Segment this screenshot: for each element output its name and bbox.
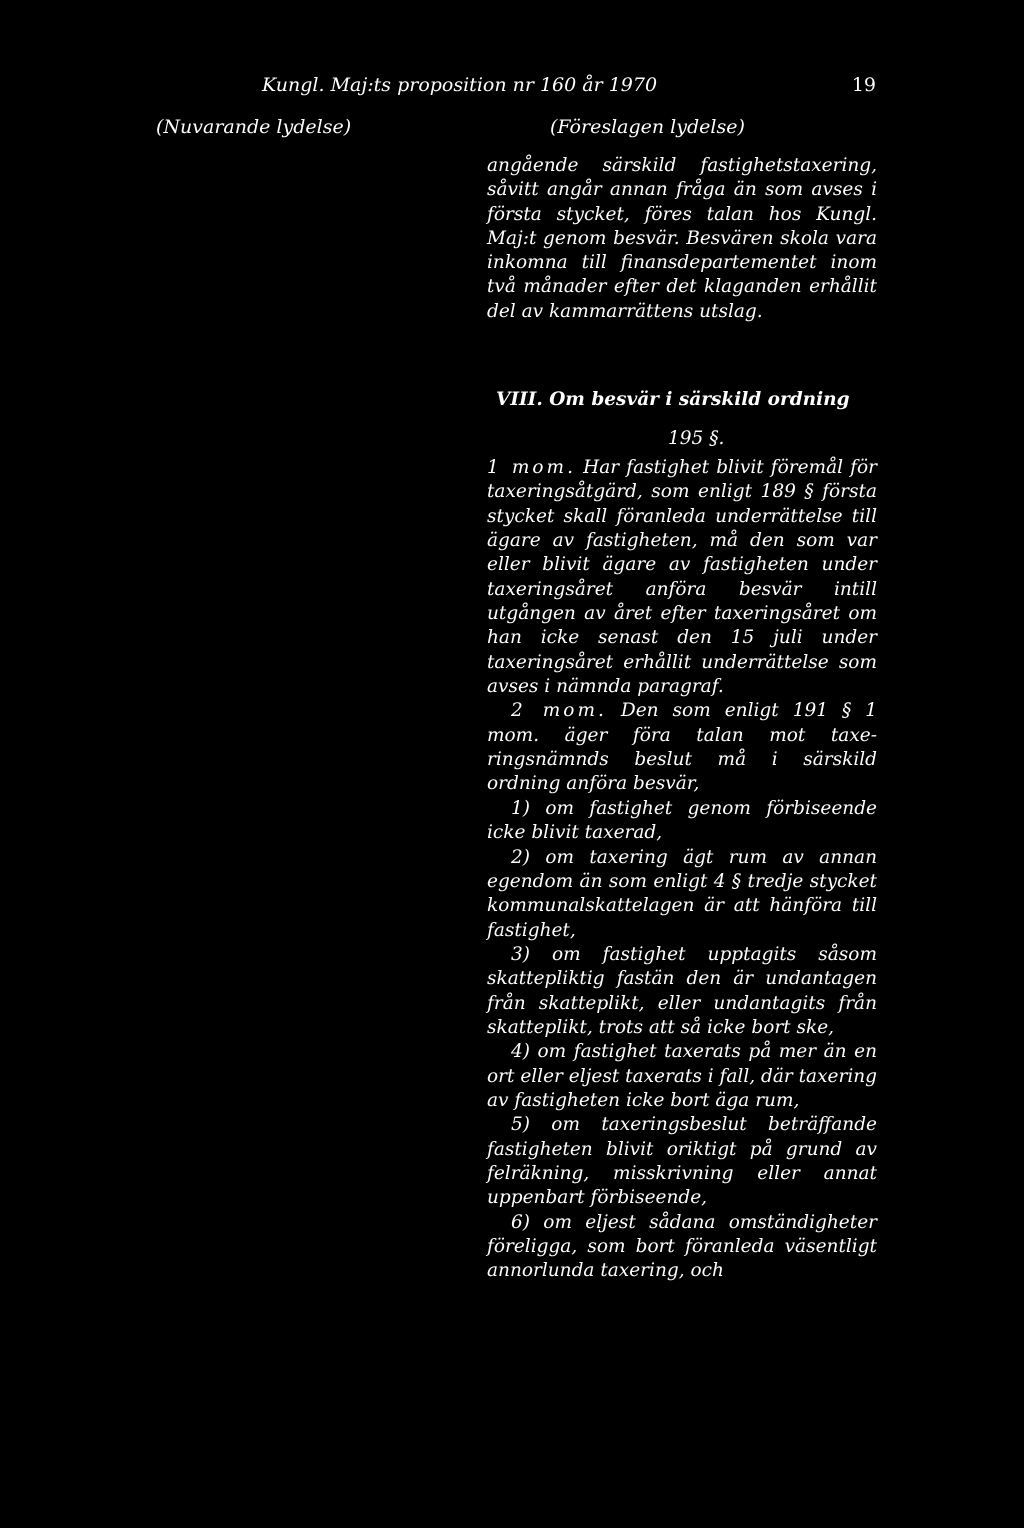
continuation-text: angående särskild fastighetstaxering, såvitt angår annan fråga än som avses i första stycket, föres talan hos Kungl. Maj:t genom besvär. Besvären skola vara inkomna till finansdepartementet inom två månader efter det klaganden erhållit del av kammarrättens utslag. <box>487 155 877 322</box>
list-item: 5) om taxeringsbeslut beträffande fastigheten blivit oriktigt på grund av felräkning, misskrivning eller annat uppenbart förbiseende, <box>487 1114 877 1209</box>
mom1-paragraph <box>487 456 877 699</box>
continuation-block <box>487 154 877 324</box>
page-number: 19 <box>851 74 876 96</box>
paragraph-number: 195 §. <box>668 428 725 449</box>
mom2-label: 2 mom. <box>511 700 607 722</box>
column-heading-proposed: (Föreslagen lydelse) <box>550 116 745 138</box>
page-header <box>262 70 876 100</box>
section-heading: VIII. Om besvär i särskild ordning <box>496 389 850 410</box>
list-item: 2) om taxering ägt rum av annan egendom än som enligt 4 § tredje stycket kommunalskattelagen är att hänföra till fastighet, <box>487 846 877 941</box>
document-title: Kungl. Maj:ts proposition nr 160 år 1970 <box>262 74 658 96</box>
paragraph-body <box>487 456 877 1284</box>
column-heading-current: (Nuvarande lydelse) <box>156 116 352 138</box>
list-item: 3) om fastighet upptagits såsom skattepliktig fastän den är undantagen från skatteplikt, eller undantagits från skatteplikt, trots att så icke bort ske, <box>487 943 877 1038</box>
mom1-text: Har fastighet blivit föremål för taxeringsåtgärd, som enligt 189 § första stycket skall föranleda underrättelse till ägare av fastigheten, må den som var eller blivit ägare av fastigheten under taxeringsåret anföra besvär intill utgången av året efter taxeringsåret om han icke senast den 15 juli under taxeringsåret erhållit underrättelse som avses i nämnda paragraf. <box>487 457 877 698</box>
mom1-label: 1 mom. <box>487 457 576 478</box>
list-item: 1) om fastighet genom förbiseende icke blivit taxerad, <box>487 797 877 844</box>
mom2-text: Den som enligt 191 § 1 mom. äger föra talan mot taxeringsnämnds beslut må i särskild ordning anföra besvär, <box>487 700 877 795</box>
mom2-paragraph <box>487 699 877 796</box>
list-item: 6) om eljest sådana omständigheter föreligga, som bort föranleda väsentligt annorlunda taxering, och <box>487 1211 877 1282</box>
list-item: 4) om fastighet taxerats på mer än en ort eller eljest taxerats i fall, där taxering av fastigheten icke bort äga rum, <box>487 1041 877 1111</box>
